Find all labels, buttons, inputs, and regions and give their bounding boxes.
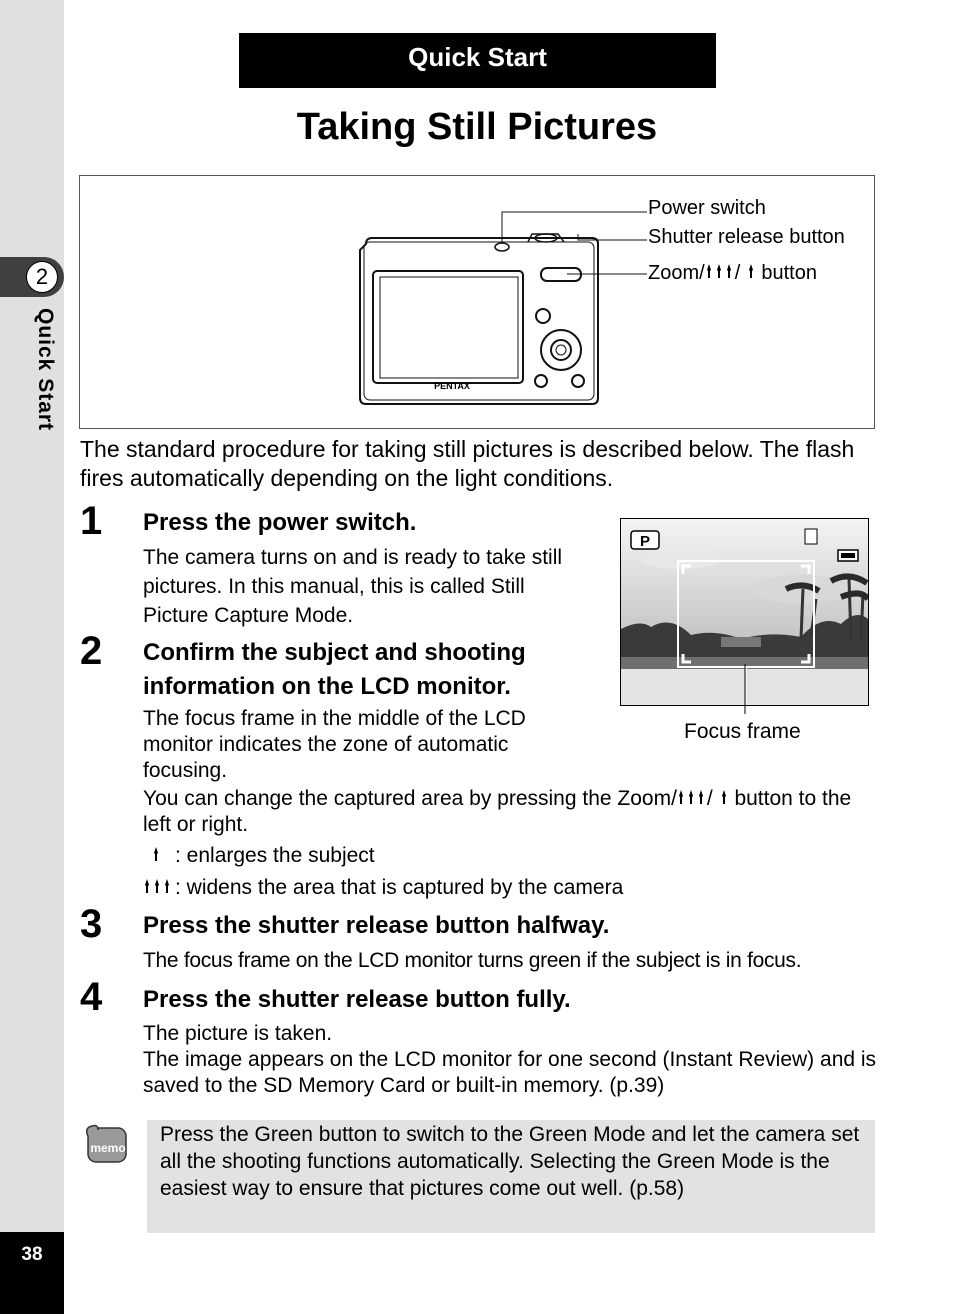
camera-brand: PENTAX xyxy=(434,381,470,391)
step-2-zoom-suffix: button to the left or right. xyxy=(143,787,852,836)
step-3-number: 3 xyxy=(80,902,103,946)
step-2-heading: Confirm the subject and shooting information on the LCD monitor. xyxy=(143,639,526,700)
camera-figure xyxy=(79,175,875,429)
focus-frame-caption: Focus frame xyxy=(684,720,801,743)
intro-paragraph: The standard procedure for taking still pictures is described below. The flash fires automatically depending on the light conditions. xyxy=(80,436,855,491)
tele-zoom-icon xyxy=(719,789,729,805)
chapter-number: 2 xyxy=(26,261,58,293)
wide-zoom-icon xyxy=(143,878,175,894)
focus-frame-leader xyxy=(743,664,747,714)
step-4-heading: Press the shutter release button fully. xyxy=(143,986,571,1013)
step-2-body: The focus frame in the middle of the LCD monitor indicates the zone of automatic focusing. xyxy=(143,707,526,782)
shutter-release-callout: Shutter release button xyxy=(648,226,845,248)
tele-zoom-icon xyxy=(143,846,175,862)
zoom-button-callout: Zoom/ / button xyxy=(648,262,817,284)
zoom-callout-suffix: button xyxy=(761,262,817,284)
step-4-number: 4 xyxy=(80,975,103,1019)
zoom-callout-prefix: Zoom/ xyxy=(648,262,705,284)
memo-text: Press the Green button to switch to the Green Mode and let the camera set all the shooting functions automatically. Selecting the Green Mode is the easiest way to ensure that pictures come out well. (p.58) xyxy=(160,1123,860,1200)
power-switch-callout: Power switch xyxy=(648,197,766,219)
step-2-zoom-prefix: You can change the captured area by pressing the Zoom/ xyxy=(143,787,677,810)
step-1-body: The camera turns on and is ready to take still pictures. In this manual, this is called Still Picture Capture Mode. xyxy=(143,546,563,627)
wide-zoom-icon xyxy=(705,263,735,279)
svg-text:memo: memo xyxy=(90,1141,126,1155)
section-banner: Quick Start xyxy=(239,33,716,88)
step-4-body-2: The image appears on the LCD monitor for one second (Instant Review) and is saved to the SD Memory Card or built-in memory. (p.39) xyxy=(143,1048,877,1097)
memo-icon xyxy=(82,1122,132,1173)
page-number: 38 xyxy=(21,1244,43,1265)
step-2-number: 2 xyxy=(80,629,103,673)
sidebar xyxy=(0,0,64,1314)
chapter-label: Quick Start xyxy=(34,308,57,432)
step-2-zoom-note: You can change the captured area by pressing the Zoom/ / button to the left or right. xyxy=(143,787,852,836)
wide-description: : widens the area that is captured by the camera xyxy=(175,876,624,899)
wide-zoom-icon xyxy=(677,789,707,805)
tele-description-row xyxy=(143,842,843,869)
shooting-mode-label: P xyxy=(639,533,651,550)
wide-description-row xyxy=(143,874,843,901)
step-3-heading: Press the shutter release button halfway. xyxy=(143,912,610,939)
step-4-body: The picture is taken. xyxy=(143,1022,333,1045)
step-1-heading: Press the power switch. xyxy=(143,509,417,536)
step-1-number: 1 xyxy=(80,499,103,543)
tele-zoom-icon xyxy=(746,263,756,279)
step-3-body: The focus frame on the LCD monitor turns green if the subject is in focus. xyxy=(143,949,802,972)
page-title: Taking Still Pictures xyxy=(296,106,658,148)
chapter-label-container xyxy=(23,308,63,468)
tele-description: : enlarges the subject xyxy=(175,844,375,867)
